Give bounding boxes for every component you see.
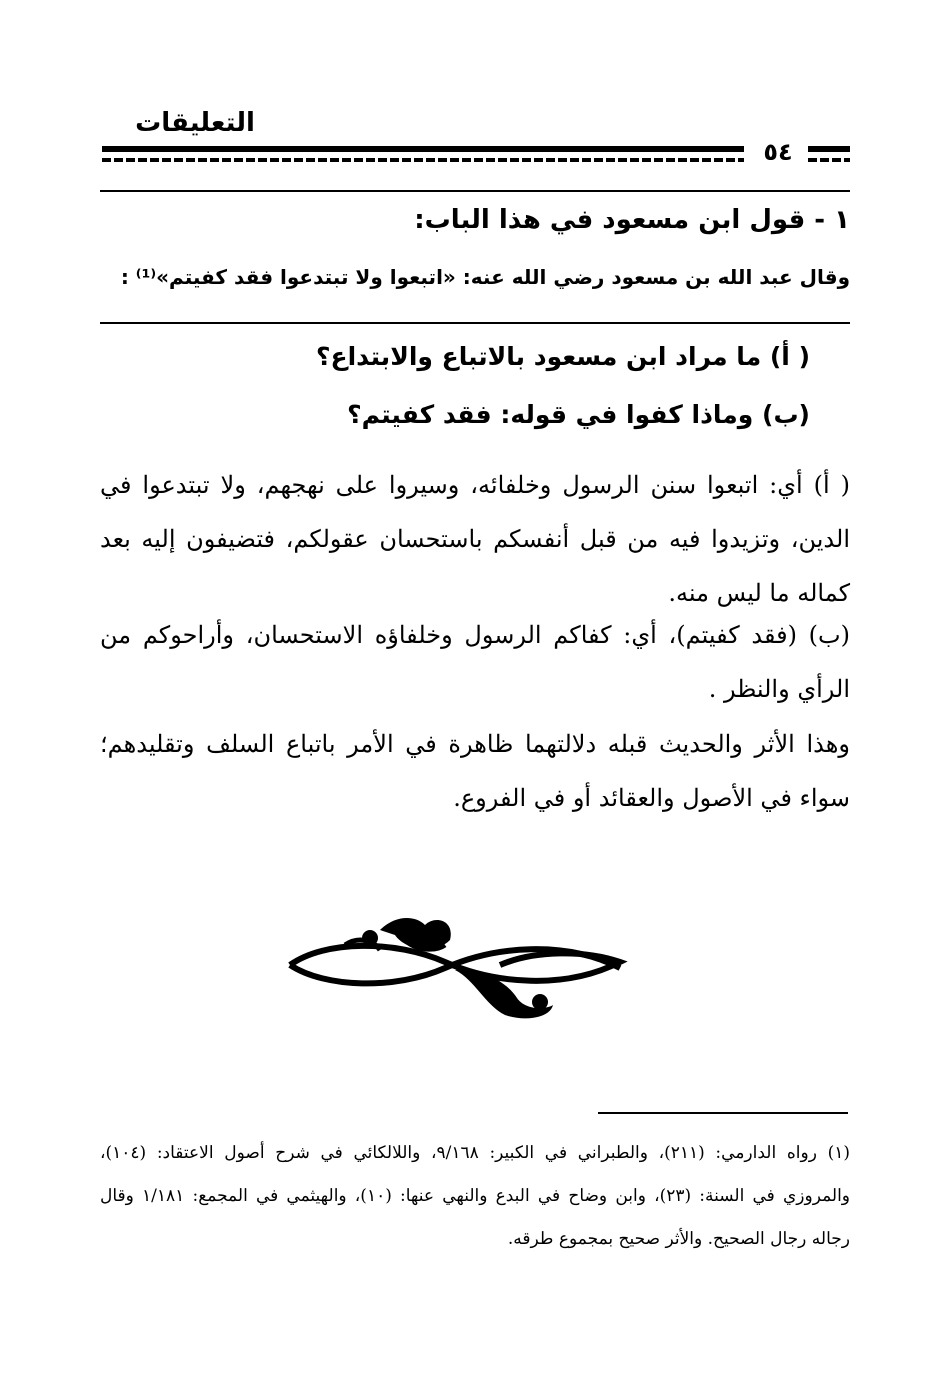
header-dashed-rule [102, 158, 744, 162]
footnote-rule [598, 1112, 848, 1114]
answer-a-paragraph: ( أ) أي: اتبعوا سنن الرسول وخلفائه، وسيروا على نهجهم، ولا تبتدعوا في الدين، وتزيدوا فيه من قبل أنفسكم باستحسان عقولكم، فتضيفون إليه بعد كماله ما ليس منه. [100, 471, 850, 607]
section-heading: ١ - قول ابن مسعود في هذا الباب: [414, 205, 850, 235]
header-right-rule [808, 146, 850, 152]
conclusion-paragraph: وهذا الأثر والحديث قبله دلالتهما ظاهرة في الأمر باتباع السلف وتقليدهم؛ سواء في الأصول والعقائد أو في الفروع. [100, 730, 850, 812]
page-number: ٥٤ [763, 138, 793, 166]
quote-line: وقال عبد الله بن مسعود رضي الله عنه: «اتبعوا ولا تبتدعوا فقد كفيتم»⁽¹⁾ : [120, 265, 850, 289]
question-a: ( أ) ما مراد ابن مسعود بالاتباع والابتداع؟ [316, 342, 810, 371]
quote-bottom-rule [100, 322, 850, 324]
answer-b-paragraph: (ب) (فقد كفيتم)، أي: كفاكم الرسول وخلفاؤه الاستحسان، وأراحوكم من الرأي والنظر . [100, 621, 850, 703]
section-top-rule [100, 190, 850, 192]
header-right-dashed-rule [808, 158, 850, 162]
running-title: التعليقات [135, 108, 255, 138]
floral-divider-icon [285, 910, 630, 1025]
question-b: (ب) وماذا كفوا في قوله: فقد كفيتم؟ [347, 400, 810, 429]
header-thick-rule [102, 146, 744, 152]
footnote: (١) رواه الدارمي: (٢١١)، والطبراني في الكبير: ٩/١٦٨، واللالكائي في شرح أصول الاعتقاد: (١٠٤)، والمروزي في السنة: (٢٣)، وابن وضاح في البدع والنهي عنها: (١٠)، والهيثمي في المجمع: ١/١٨١ وقال رجاله رجال الصحيح. والأثر صحيح بمجموع طرقه. [100, 1143, 851, 1249]
